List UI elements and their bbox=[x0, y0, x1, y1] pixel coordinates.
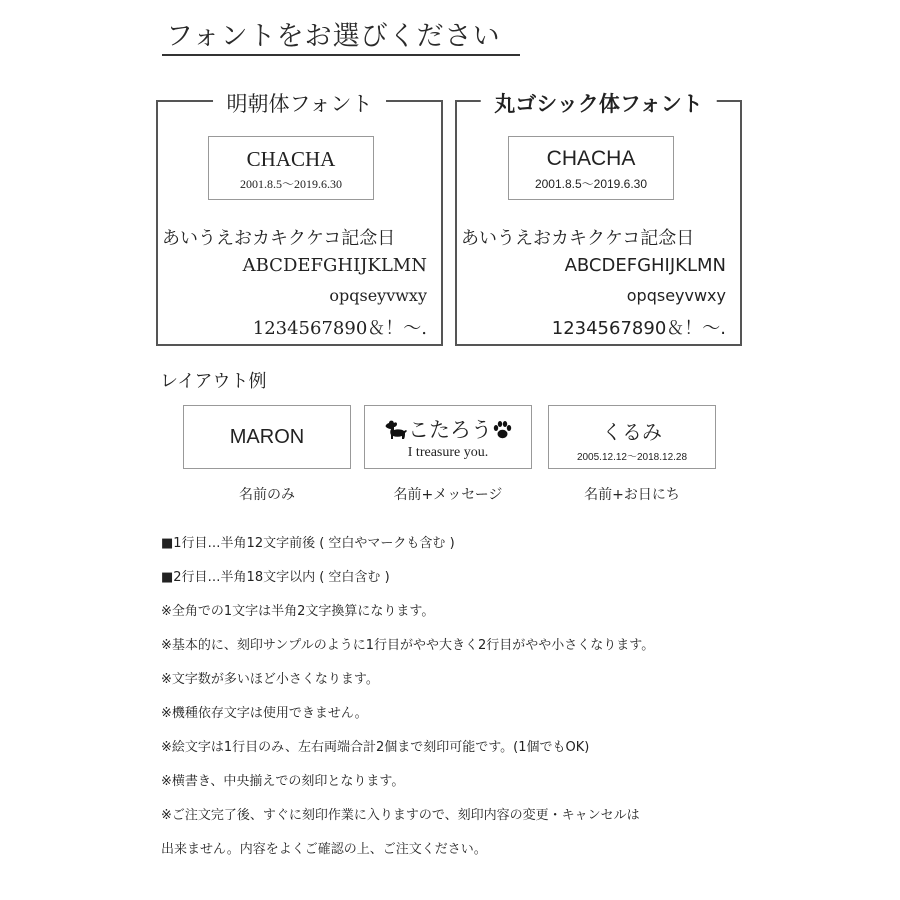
note-line: ※文字数が多いほど小さくなります。 bbox=[161, 672, 379, 687]
title-underline bbox=[162, 54, 520, 56]
paw-icon bbox=[492, 420, 512, 440]
sample-lowercase-line: opqseyvwxy bbox=[329, 286, 427, 305]
layout-examples-heading: レイアウト例 bbox=[160, 371, 267, 392]
example-message: I treasure you. bbox=[407, 445, 489, 460]
page-title: フォントをお選びください bbox=[166, 21, 501, 52]
example-date: 2005.12.12～2018.12.28 bbox=[576, 452, 688, 463]
font-option-title: 明朝体フォント bbox=[213, 88, 387, 118]
note-line: 出来ません。内容をよくご確認の上、ご注文ください。 bbox=[161, 842, 487, 857]
note-line: ※基本的に、刻印サンプルのように1行目がやや大きく2行目がやや小さくなります。 bbox=[161, 638, 655, 653]
layout-caption: 名前のみ bbox=[239, 487, 295, 503]
sample-lowercase-line: opqseyvwxy bbox=[626, 286, 726, 305]
sample-kana-line: あいうえおカキクケコ記念日 bbox=[162, 228, 396, 249]
layout-example-name-message bbox=[364, 405, 532, 469]
layout-caption: 名前+お日にち bbox=[584, 487, 680, 503]
sample-uppercase-line: ABCDEFGHIJKLMN bbox=[564, 255, 726, 276]
sample-date: 2001.8.5～2019.6.30 bbox=[239, 177, 342, 191]
note-line: ■1行目…半角12文字前後 ( 空白やマークも含む ) bbox=[161, 536, 455, 551]
sample-uppercase-line: ABCDEFGHIJKLMN bbox=[242, 255, 427, 276]
mincho-font-option[interactable] bbox=[156, 92, 443, 346]
sample-number-line: 1234567890＆！～. bbox=[252, 318, 427, 339]
note-line: ■2行目…半角18文字以内 ( 空白含む ) bbox=[161, 570, 390, 585]
maru-gothic-font-option[interactable] bbox=[455, 92, 742, 346]
engraving-sample bbox=[508, 136, 674, 200]
example-name: MARON bbox=[229, 426, 305, 448]
sample-name: CHACHA bbox=[246, 147, 336, 171]
note-line: ※ご注文完了後、すぐに刻印作業に入りますので、刻印内容の変更・キャンセルは bbox=[161, 808, 640, 823]
layout-caption: 名前+メッセージ bbox=[393, 487, 503, 503]
note-line: ※絵文字は1行目のみ、左右両端合計2個まで刻印可能です。(1個でもOK) bbox=[161, 740, 590, 755]
layout-example-name-date bbox=[548, 405, 716, 469]
example-name: こたろう bbox=[408, 418, 492, 442]
note-line: ※横書き、中央揃えでの刻印となります。 bbox=[161, 774, 405, 789]
layout-example-name-only bbox=[183, 405, 351, 469]
font-option-title: 丸ゴシック体フォント bbox=[480, 88, 717, 118]
example-name: くるみ bbox=[602, 420, 662, 444]
engraving-sample bbox=[208, 136, 374, 200]
note-line: ※機種依存文字は使用できません。 bbox=[161, 706, 368, 721]
note-line: ※全角での1文字は半角2文字換算になります。 bbox=[161, 604, 435, 619]
sample-date: 2001.8.5～2019.6.30 bbox=[534, 177, 648, 191]
sample-name: CHACHA bbox=[546, 147, 636, 170]
sample-kana-line: あいうえおカキクケコ記念日 bbox=[461, 228, 695, 249]
dog-icon bbox=[384, 420, 408, 440]
sample-number-line: 1234567890＆！～. bbox=[551, 318, 726, 339]
